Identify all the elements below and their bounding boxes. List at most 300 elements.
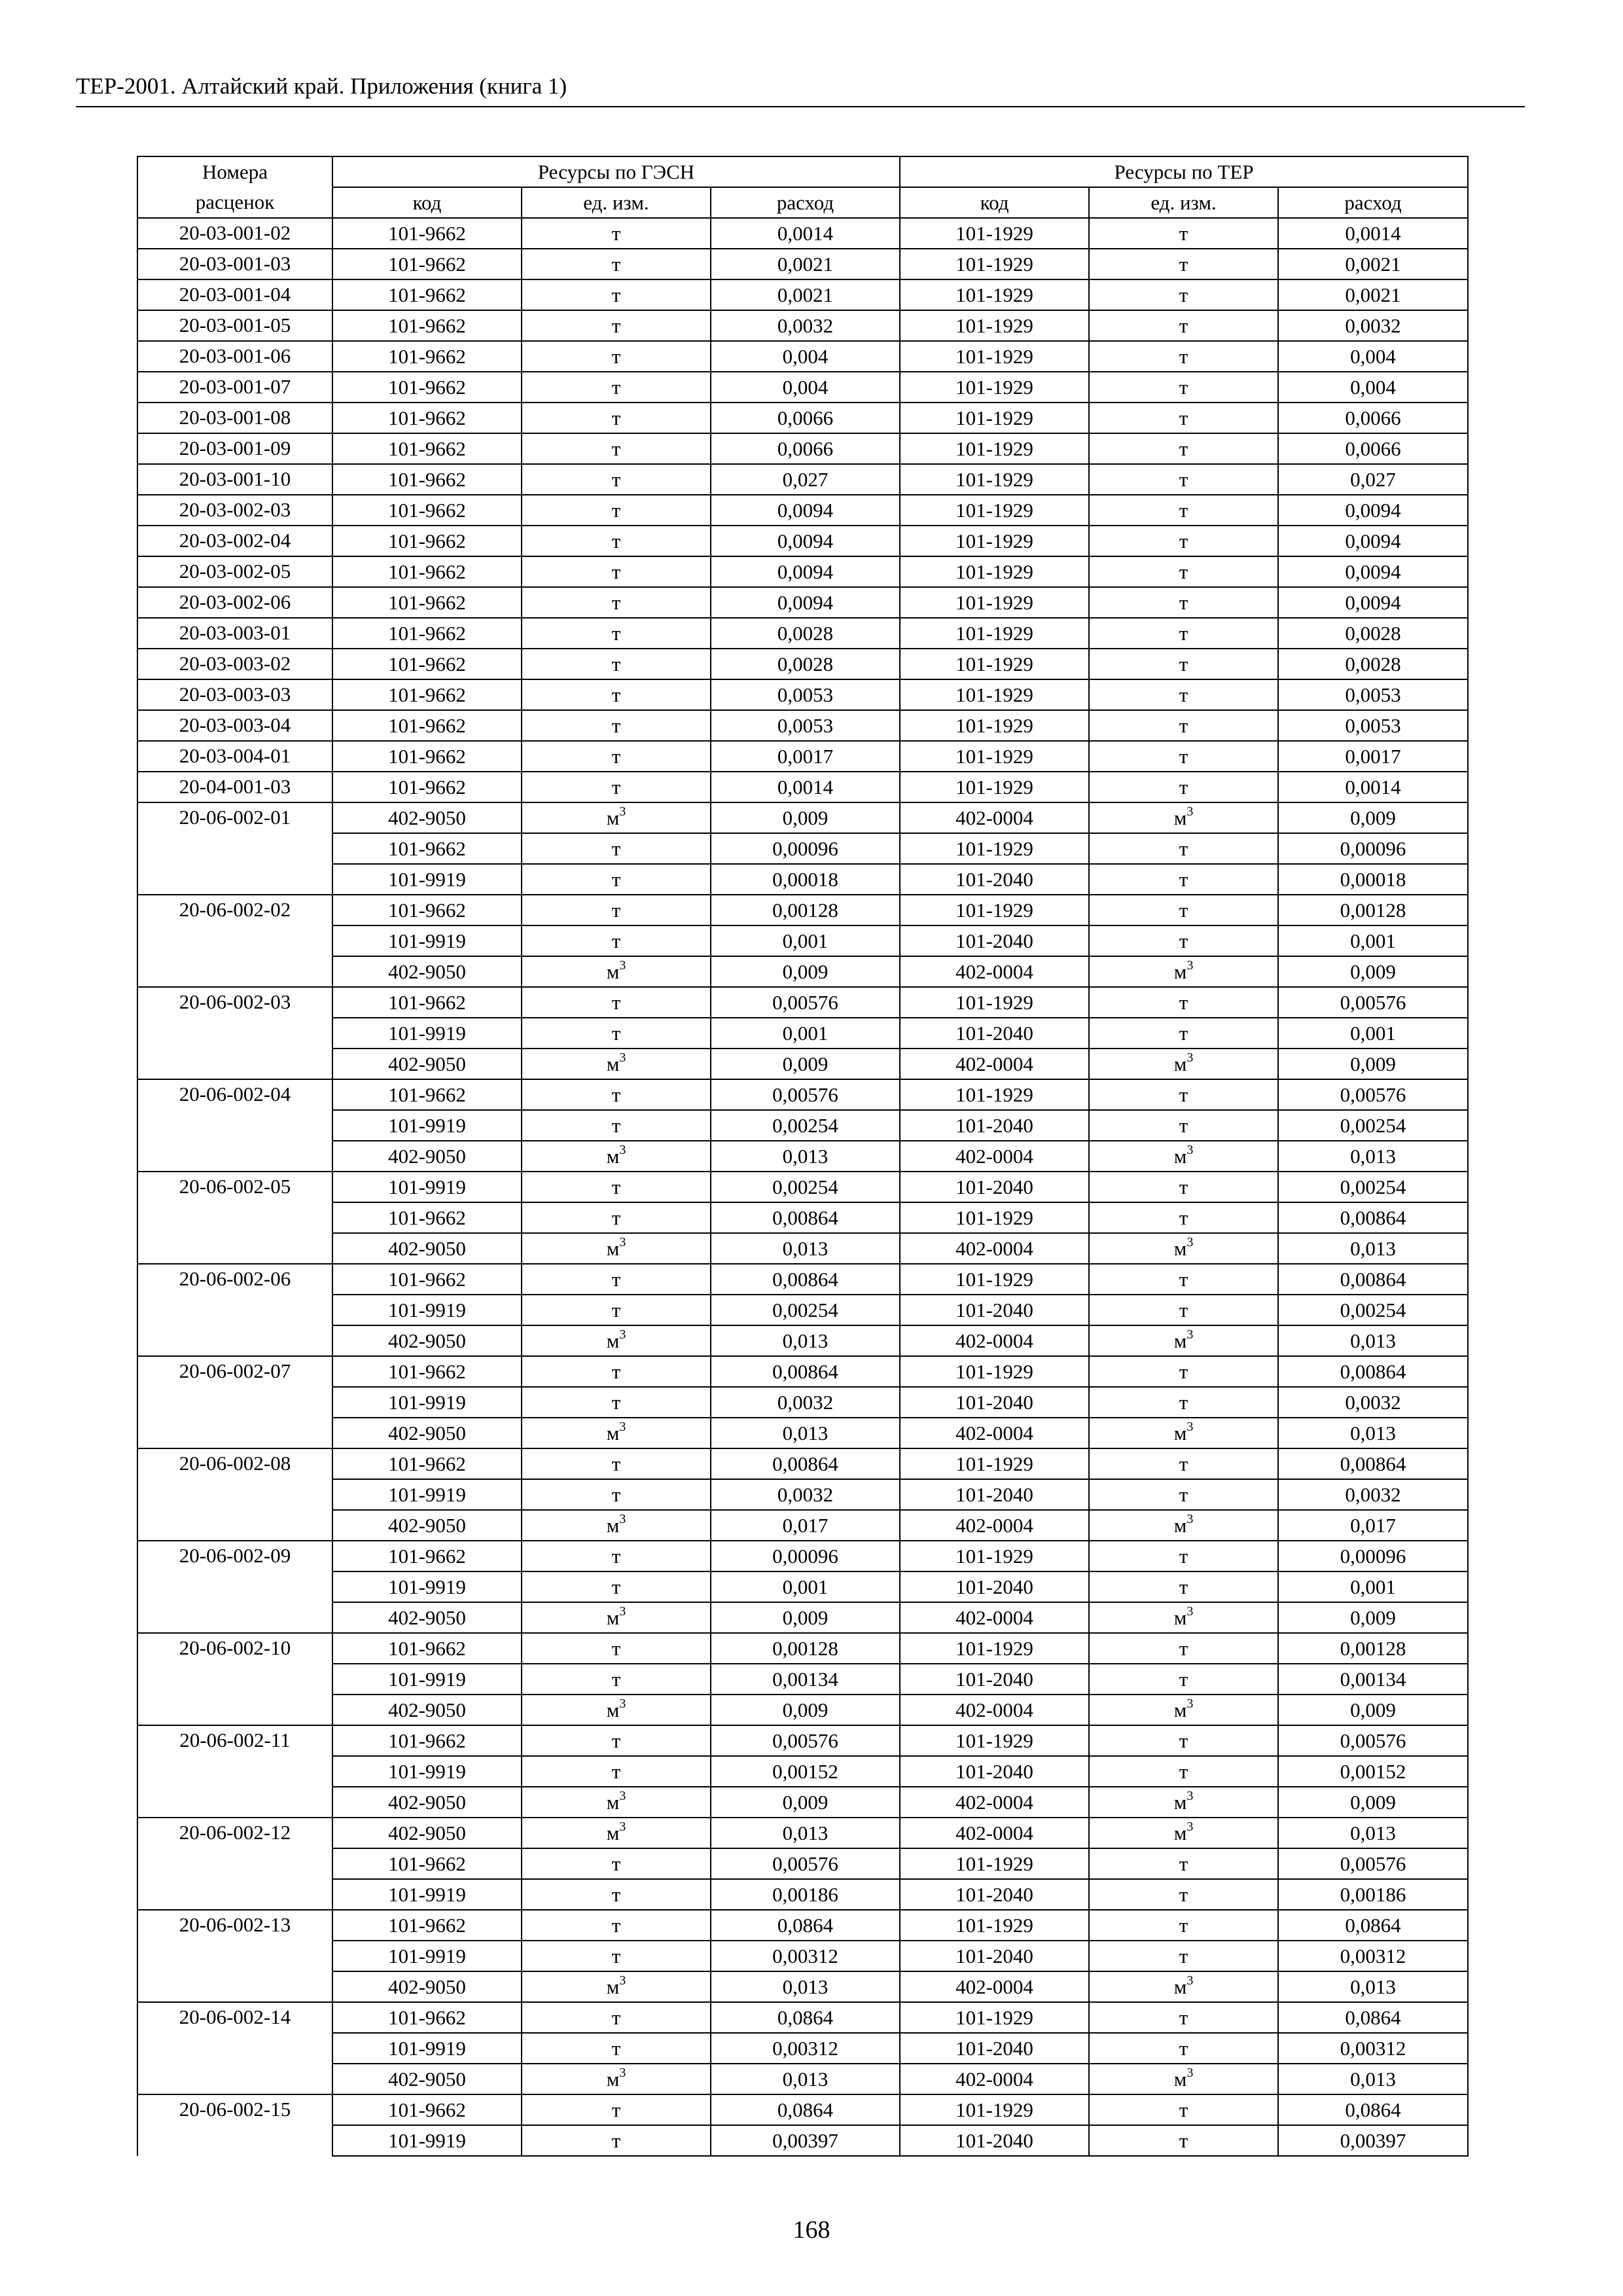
table-row — [137, 1172, 1468, 1202]
ter-code-cell: 101-2040 — [900, 2033, 1089, 2064]
gesn-unit-cell: т — [522, 464, 711, 495]
ter-unit-cell: т — [1089, 279, 1278, 310]
gesn-amount-cell: 0,004 — [711, 341, 900, 372]
gesn-amount-cell: 0,0053 — [711, 679, 900, 710]
gesn-unit-cell: т — [522, 1756, 711, 1787]
ter-amount-cell: 0,00254 — [1278, 1295, 1468, 1325]
superscript-3: 3 — [1186, 1327, 1194, 1342]
gesn-unit-cell: т — [522, 249, 711, 279]
superscript-3: 3 — [1186, 1788, 1194, 1803]
gesn-code-cell: 402-9050 — [332, 1787, 522, 1818]
ter-amount-cell: 0,0066 — [1278, 403, 1468, 433]
gesn-code-cell: 101-9662 — [332, 772, 522, 802]
ter-unit-cell: $м^3$ — [1089, 1787, 1278, 1818]
ter-unit-cell: т — [1089, 341, 1278, 372]
gesn-amount-cell: 0,0053 — [711, 710, 900, 741]
gesn-amount-cell: 0,013 — [711, 1141, 900, 1172]
ter-unit-cell: т — [1089, 218, 1278, 249]
rate-number-cell: 20-06-002-02 — [137, 895, 332, 925]
gesn-amount-cell: 0,0066 — [711, 403, 900, 433]
gesn-amount-cell: 0,00576 — [711, 1725, 900, 1756]
gesn-unit-cell: т — [522, 987, 711, 1018]
ter-amount-cell: 0,013 — [1278, 1325, 1468, 1356]
gesn-code-cell: 101-9919 — [332, 1018, 522, 1049]
ter-code-cell: 402-0004 — [900, 1602, 1089, 1633]
gesn-code-cell: 402-9050 — [332, 1695, 522, 1725]
ter-unit-cell: т — [1089, 772, 1278, 802]
ter-code-cell: 101-1929 — [900, 649, 1089, 679]
table-row — [137, 495, 1468, 526]
table-row — [137, 310, 1468, 341]
gesn-code-cell: 101-9919 — [332, 1756, 522, 1787]
gesn-amount-cell: 0,0014 — [711, 218, 900, 249]
superscript-3: 3 — [619, 1050, 626, 1065]
gesn-unit-cell: т — [522, 618, 711, 649]
gesn-unit-cell: т — [522, 556, 711, 587]
ter-unit-cell: т — [1089, 249, 1278, 279]
rate-number-cell: 20-03-003-01 — [137, 618, 332, 649]
superscript-3: 3 — [619, 1788, 626, 1803]
rate-number-cell: 20-03-001-09 — [137, 433, 332, 464]
ter-code-cell: 101-2040 — [900, 1172, 1089, 1202]
gesn-code-cell: 101-9662 — [332, 1079, 522, 1110]
superscript-3: 3 — [1186, 1419, 1194, 1434]
gesn-unit-cell: $м^3$ — [522, 1818, 711, 1848]
ter-amount-cell: 0,00096 — [1278, 833, 1468, 864]
ter-amount-cell: 0,0094 — [1278, 587, 1468, 618]
superscript-3: 3 — [619, 1511, 626, 1526]
rate-number-cell — [137, 1848, 332, 1879]
table-row — [137, 1541, 1468, 1571]
rate-number-cell: 20-06-002-13 — [137, 1910, 332, 1941]
gesn-unit-cell: т — [522, 1172, 711, 1202]
gesn-code-cell: 101-9662 — [332, 1448, 522, 1479]
rate-number-cell — [137, 2033, 332, 2064]
superscript-3: 3 — [619, 958, 626, 973]
ter-amount-cell: 0,009 — [1278, 1787, 1468, 1818]
ter-unit-cell: т — [1089, 1110, 1278, 1141]
ter-unit-cell: $м^3$ — [1089, 1695, 1278, 1725]
rate-number-cell — [137, 1233, 332, 1264]
table-row — [137, 649, 1468, 679]
col-group-ter: Ресурсы по ТЕР — [900, 156, 1468, 187]
rate-number-cell — [137, 1049, 332, 1079]
gesn-amount-cell: 0,0032 — [711, 1387, 900, 1418]
rate-number-cell: 20-06-002-07 — [137, 1356, 332, 1387]
gesn-code-cell: 101-9662 — [332, 710, 522, 741]
ter-amount-cell: 0,004 — [1278, 372, 1468, 403]
ter-unit-cell: т — [1089, 2125, 1278, 2156]
table-row — [137, 802, 1468, 833]
rate-number-cell — [137, 1664, 332, 1695]
gesn-unit-cell: т — [522, 1571, 711, 1602]
gesn-unit-cell: т — [522, 587, 711, 618]
ter-code-cell: 101-1929 — [900, 772, 1089, 802]
ter-unit-cell: т — [1089, 741, 1278, 772]
rate-number-cell: 20-03-001-08 — [137, 403, 332, 433]
ter-code-cell: 101-2040 — [900, 1571, 1089, 1602]
ter-code-cell: 101-1929 — [900, 403, 1089, 433]
ter-unit-cell: $м^3$ — [1089, 1818, 1278, 1848]
gesn-unit-cell: т — [522, 341, 711, 372]
rate-number-cell — [137, 833, 332, 864]
gesn-amount-cell: 0,0028 — [711, 618, 900, 649]
table-row — [137, 1049, 1468, 1079]
ter-unit-cell: $м^3$ — [1089, 1510, 1278, 1541]
ter-code-cell: 101-1929 — [900, 526, 1089, 556]
ter-unit-cell: т — [1089, 1541, 1278, 1571]
ter-code-cell: 101-1929 — [900, 1725, 1089, 1756]
table-row — [137, 1448, 1468, 1479]
page-number: 168 — [793, 2216, 830, 2244]
ter-code-cell: 101-2040 — [900, 1941, 1089, 1971]
rate-number-cell — [137, 1510, 332, 1541]
gesn-code-cell: 101-9919 — [332, 1571, 522, 1602]
ter-amount-cell: 0,0021 — [1278, 279, 1468, 310]
ter-amount-cell: 0,013 — [1278, 1141, 1468, 1172]
gesn-unit-cell: т — [522, 310, 711, 341]
rate-number-cell: 20-06-002-11 — [137, 1725, 332, 1756]
table-row — [137, 772, 1468, 802]
ter-amount-cell: 0,0864 — [1278, 2002, 1468, 2033]
gesn-amount-cell: 0,00576 — [711, 1079, 900, 1110]
gesn-unit-cell: т — [522, 1387, 711, 1418]
gesn-amount-cell: 0,00312 — [711, 1941, 900, 1971]
gesn-unit-cell: т — [522, 833, 711, 864]
gesn-amount-cell: 0,0864 — [711, 2002, 900, 2033]
gesn-code-cell: 101-9662 — [332, 1541, 522, 1571]
gesn-amount-cell: 0,009 — [711, 802, 900, 833]
ter-amount-cell: 0,00128 — [1278, 895, 1468, 925]
rate-number-cell: 20-06-002-08 — [137, 1448, 332, 1479]
ter-code-cell: 101-2040 — [900, 1479, 1089, 1510]
ter-unit-cell: т — [1089, 587, 1278, 618]
table-row — [137, 2033, 1468, 2064]
gesn-code-cell: 101-9919 — [332, 2033, 522, 2064]
table-row — [137, 1725, 1468, 1756]
ter-unit-cell: т — [1089, 1725, 1278, 1756]
ter-code-cell: 402-0004 — [900, 1233, 1089, 1264]
ter-unit-cell: т — [1089, 710, 1278, 741]
gesn-amount-cell: 0,0864 — [711, 2094, 900, 2125]
ter-amount-cell: 0,009 — [1278, 956, 1468, 987]
ter-amount-cell: 0,013 — [1278, 1418, 1468, 1448]
ter-amount-cell: 0,00397 — [1278, 2125, 1468, 2156]
gesn-unit-cell: т — [522, 1110, 711, 1141]
ter-code-cell: 101-1929 — [900, 279, 1089, 310]
table-row — [137, 1141, 1468, 1172]
gesn-unit-cell: т — [522, 864, 711, 895]
ter-amount-cell: 0,013 — [1278, 1233, 1468, 1264]
ter-code-cell: 101-1929 — [900, 1264, 1089, 1295]
superscript-3: 3 — [1186, 2065, 1194, 2080]
gesn-unit-cell: т — [522, 2125, 711, 2156]
superscript-3: 3 — [1186, 958, 1194, 973]
ter-amount-cell: 0,00134 — [1278, 1664, 1468, 1695]
rate-number-cell: 20-03-002-06 — [137, 587, 332, 618]
table-row — [137, 556, 1468, 587]
gesn-unit-cell: $м^3$ — [522, 2064, 711, 2094]
col-group-gesn: Ресурсы по ГЭСН — [332, 156, 900, 187]
table-row — [137, 1018, 1468, 1049]
rate-number-cell — [137, 1602, 332, 1633]
superscript-3: 3 — [1186, 1234, 1194, 1249]
ter-code-cell: 101-1929 — [900, 1910, 1089, 1941]
ter-amount-cell: 0,013 — [1278, 1971, 1468, 2002]
ter-amount-cell: 0,0053 — [1278, 710, 1468, 741]
gesn-code-cell: 101-9919 — [332, 1172, 522, 1202]
ter-amount-cell: 0,0864 — [1278, 1910, 1468, 1941]
table-row — [137, 1787, 1468, 1818]
gesn-amount-cell: 0,00864 — [711, 1202, 900, 1233]
ter-amount-cell: 0,0017 — [1278, 741, 1468, 772]
ter-amount-cell: 0,00576 — [1278, 987, 1468, 1018]
ter-code-cell: 402-0004 — [900, 1141, 1089, 1172]
ter-amount-cell: 0,00312 — [1278, 1941, 1468, 1971]
ter-amount-cell: 0,00864 — [1278, 1448, 1468, 1479]
table-row — [137, 833, 1468, 864]
table-row — [137, 2125, 1468, 2156]
gesn-code-cell: 101-9662 — [332, 310, 522, 341]
table-row — [137, 1571, 1468, 1602]
table-row — [137, 2002, 1468, 2033]
ter-unit-cell: т — [1089, 1264, 1278, 1295]
ter-amount-cell: 0,0094 — [1278, 495, 1468, 526]
gesn-unit-cell: $м^3$ — [522, 802, 711, 833]
ter-amount-cell: 0,0864 — [1278, 2094, 1468, 2125]
ter-unit-cell: т — [1089, 464, 1278, 495]
ter-unit-cell: т — [1089, 1633, 1278, 1664]
superscript-3: 3 — [1186, 1819, 1194, 1834]
table-row — [137, 218, 1468, 249]
ter-unit-cell: $м^3$ — [1089, 802, 1278, 833]
gesn-amount-cell: 0,00152 — [711, 1756, 900, 1787]
ter-code-cell: 101-2040 — [900, 1295, 1089, 1325]
col-header-ter-code: код — [900, 187, 1089, 218]
ter-code-cell: 402-0004 — [900, 1818, 1089, 1848]
gesn-unit-cell: т — [522, 403, 711, 433]
ter-unit-cell: т — [1089, 987, 1278, 1018]
gesn-amount-cell: 0,0094 — [711, 556, 900, 587]
table-row — [137, 895, 1468, 925]
rate-number-cell: 20-03-003-02 — [137, 649, 332, 679]
ter-code-cell: 101-2040 — [900, 1756, 1089, 1787]
ter-code-cell: 101-1929 — [900, 1633, 1089, 1664]
gesn-code-cell: 101-9662 — [332, 279, 522, 310]
rate-number-cell — [137, 1325, 332, 1356]
rate-number-cell: 20-06-002-09 — [137, 1541, 332, 1571]
ter-unit-cell: т — [1089, 310, 1278, 341]
ter-code-cell: 402-0004 — [900, 1325, 1089, 1356]
table-row — [137, 987, 1468, 1018]
gesn-unit-cell: т — [522, 925, 711, 956]
ter-code-cell: 101-2040 — [900, 925, 1089, 956]
gesn-code-cell: 101-9919 — [332, 1295, 522, 1325]
ter-code-cell: 402-0004 — [900, 1787, 1089, 1818]
rate-number-cell — [137, 1879, 332, 1910]
gesn-amount-cell: 0,00128 — [711, 895, 900, 925]
rate-number-cell: 20-03-002-03 — [137, 495, 332, 526]
gesn-amount-cell: 0,013 — [711, 1233, 900, 1264]
gesn-unit-cell: т — [522, 2033, 711, 2064]
gesn-code-cell: 101-9662 — [332, 587, 522, 618]
rate-number-cell: 20-03-002-05 — [137, 556, 332, 587]
ter-unit-cell: $м^3$ — [1089, 1141, 1278, 1172]
ter-amount-cell: 0,00864 — [1278, 1356, 1468, 1387]
rate-number-cell — [137, 1695, 332, 1725]
gesn-unit-cell: $м^3$ — [522, 956, 711, 987]
ter-amount-cell: 0,00312 — [1278, 2033, 1468, 2064]
gesn-code-cell: 101-9662 — [332, 372, 522, 403]
header-row-2 — [137, 187, 1468, 218]
ter-amount-cell: 0,001 — [1278, 1018, 1468, 1049]
ter-amount-cell: 0,00576 — [1278, 1079, 1468, 1110]
ter-unit-cell: т — [1089, 895, 1278, 925]
table-row — [137, 1510, 1468, 1541]
ter-unit-cell: т — [1089, 1448, 1278, 1479]
gesn-code-cell: 402-9050 — [332, 1049, 522, 1079]
gesn-code-cell: 101-9662 — [332, 464, 522, 495]
gesn-code-cell: 101-9662 — [332, 556, 522, 587]
table-row — [137, 372, 1468, 403]
gesn-unit-cell: т — [522, 1664, 711, 1695]
rate-number-cell — [137, 925, 332, 956]
gesn-code-cell: 402-9050 — [332, 1818, 522, 1848]
gesn-amount-cell: 0,00864 — [711, 1356, 900, 1387]
ter-code-cell: 101-1929 — [900, 218, 1089, 249]
gesn-amount-cell: 0,0032 — [711, 1479, 900, 1510]
superscript-3: 3 — [619, 1419, 626, 1434]
gesn-amount-cell: 0,00397 — [711, 2125, 900, 2156]
rate-number-cell: 20-03-001-06 — [137, 341, 332, 372]
rate-number-cell — [137, 1295, 332, 1325]
gesn-code-cell: 101-9662 — [332, 649, 522, 679]
rate-number-cell: 20-03-002-04 — [137, 526, 332, 556]
gesn-amount-cell: 0,013 — [711, 1325, 900, 1356]
ter-unit-cell: т — [1089, 1387, 1278, 1418]
ter-code-cell: 101-1929 — [900, 587, 1089, 618]
rate-number-cell — [137, 2125, 332, 2156]
gesn-unit-cell: т — [522, 1848, 711, 1879]
ter-code-cell: 101-1929 — [900, 495, 1089, 526]
ter-unit-cell: т — [1089, 649, 1278, 679]
ter-code-cell: 101-1929 — [900, 1202, 1089, 1233]
gesn-code-cell: 101-9919 — [332, 864, 522, 895]
ter-amount-cell: 0,001 — [1278, 925, 1468, 956]
gesn-unit-cell: т — [522, 1541, 711, 1571]
ter-unit-cell: т — [1089, 2094, 1278, 2125]
ter-code-cell: 101-1929 — [900, 1541, 1089, 1571]
ter-unit-cell: $м^3$ — [1089, 1971, 1278, 2002]
table-row — [137, 433, 1468, 464]
gesn-code-cell: 101-9662 — [332, 2002, 522, 2033]
table-row — [137, 1941, 1468, 1971]
table-row — [137, 2094, 1468, 2125]
gesn-code-cell: 101-9662 — [332, 679, 522, 710]
gesn-unit-cell: $м^3$ — [522, 1141, 711, 1172]
gesn-unit-cell: т — [522, 741, 711, 772]
gesn-code-cell: 101-9662 — [332, 1848, 522, 1879]
ter-unit-cell: т — [1089, 1879, 1278, 1910]
rate-number-cell: 20-06-002-04 — [137, 1079, 332, 1110]
ter-code-cell: 101-1929 — [900, 2094, 1089, 2125]
ter-code-cell: 101-1929 — [900, 1079, 1089, 1110]
gesn-unit-cell: т — [522, 1479, 711, 1510]
gesn-amount-cell: 0,009 — [711, 1602, 900, 1633]
ter-unit-cell: т — [1089, 526, 1278, 556]
gesn-amount-cell: 0,0094 — [711, 526, 900, 556]
ter-unit-cell: $м^3$ — [1089, 1325, 1278, 1356]
ter-unit-cell: т — [1089, 403, 1278, 433]
gesn-unit-cell: $м^3$ — [522, 1049, 711, 1079]
ter-amount-cell: 0,009 — [1278, 1602, 1468, 1633]
gesn-code-cell: 101-9662 — [332, 433, 522, 464]
ter-unit-cell: т — [1089, 1079, 1278, 1110]
ter-amount-cell: 0,017 — [1278, 1510, 1468, 1541]
col-header-numbers: Номера — [137, 156, 332, 187]
gesn-code-cell: 101-9662 — [332, 249, 522, 279]
ter-unit-cell: т — [1089, 1571, 1278, 1602]
gesn-amount-cell: 0,0094 — [711, 587, 900, 618]
ter-amount-cell: 0,00128 — [1278, 1633, 1468, 1664]
header-row-1 — [137, 156, 1468, 187]
ter-code-cell: 402-0004 — [900, 1510, 1089, 1541]
rate-number-cell: 20-03-001-10 — [137, 464, 332, 495]
ter-amount-cell: 0,0066 — [1278, 433, 1468, 464]
resources-table — [137, 156, 1469, 2157]
ter-code-cell: 101-1929 — [900, 833, 1089, 864]
col-header-gesn-amount: расход — [711, 187, 900, 218]
table-row — [137, 403, 1468, 433]
gesn-code-cell: 402-9050 — [332, 1602, 522, 1633]
ter-unit-cell: т — [1089, 1202, 1278, 1233]
table-row — [137, 1664, 1468, 1695]
ter-unit-cell: т — [1089, 495, 1278, 526]
gesn-amount-cell: 0,001 — [711, 1018, 900, 1049]
ter-unit-cell: т — [1089, 925, 1278, 956]
gesn-unit-cell: т — [522, 2002, 711, 2033]
gesn-unit-cell: т — [522, 1941, 711, 1971]
gesn-unit-cell: т — [522, 1879, 711, 1910]
rate-number-cell — [137, 1141, 332, 1172]
rate-number-cell — [137, 1387, 332, 1418]
gesn-unit-cell: т — [522, 1202, 711, 1233]
rate-number-cell: 20-03-004-01 — [137, 741, 332, 772]
ter-code-cell: 101-1929 — [900, 341, 1089, 372]
table-row — [137, 1818, 1468, 1848]
col-header-gesn-unit: ед. изм. — [522, 187, 711, 218]
gesn-code-cell: 101-9919 — [332, 1941, 522, 1971]
rate-number-cell — [137, 1756, 332, 1787]
col-header-ter-unit: ед. изм. — [1089, 187, 1278, 218]
ter-code-cell: 101-1929 — [900, 1448, 1089, 1479]
ter-amount-cell: 0,00018 — [1278, 864, 1468, 895]
ter-amount-cell: 0,013 — [1278, 2064, 1468, 2094]
table-row — [137, 249, 1468, 279]
gesn-code-cell: 101-9919 — [332, 1387, 522, 1418]
ter-code-cell: 402-0004 — [900, 802, 1089, 833]
ter-unit-cell: $м^3$ — [1089, 1233, 1278, 1264]
gesn-unit-cell: т — [522, 2094, 711, 2125]
table-row — [137, 1233, 1468, 1264]
ter-code-cell: 101-1929 — [900, 741, 1089, 772]
gesn-amount-cell: 0,013 — [711, 1971, 900, 2002]
ter-unit-cell: т — [1089, 1356, 1278, 1387]
table-row — [137, 1479, 1468, 1510]
gesn-amount-cell: 0,00128 — [711, 1633, 900, 1664]
gesn-unit-cell: т — [522, 1910, 711, 1941]
ter-amount-cell: 0,0014 — [1278, 772, 1468, 802]
